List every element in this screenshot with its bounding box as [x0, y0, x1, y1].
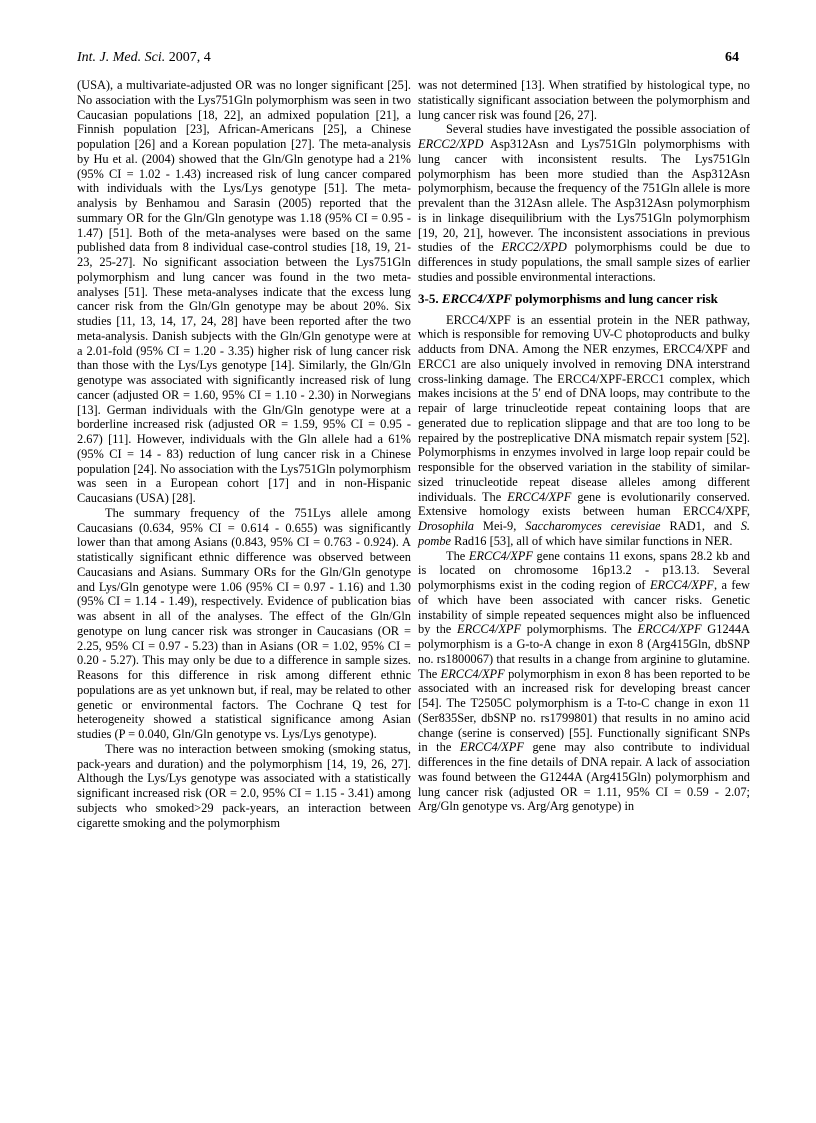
gene-name: ERCC4/XPF — [459, 740, 524, 755]
gene-name: ERCC4/XPF — [507, 489, 572, 504]
gene-name: ERCC4/XPF — [441, 290, 512, 306]
page-number: 64 — [725, 50, 739, 65]
text-run: Mei-9, — [474, 519, 526, 533]
paragraph: The summary frequency of the 751Lys allele among Caucasians (0.634, 95% CI = 0.614 - 0.655) was significantly lower than that among Asians (0.843, 95% CI = 0.763 - 0.924). A statistically significant ethnic difference was observed between Caucasians and Asians. Summary ORs for the Gln/Gln genotype and Lys/Gln genotype were 1.06 (95% CI = 0.97 - 1.16) and 1.30 (95% CI = 1.14 - 1.49), respectively. Evidence of publication bias was absent in all of the analyses. The effect of the Gln/Gln genotype on lung cancer risk was stronger in Caucasians (OR = 2.25, 95% CI = 0.97 - 5.23) than in Asians (OR = 1.02, 95% CI = 0.20 - 5.27). This may only be due to a difference in sample sizes. Reasons for this difference in risk among different ethnic populations are as yet unknown but, if real, may be related to other genetic or environmental factors. The Cochrane Q test for heterogeneity showed a statistical significance among Asian studies (P = 0.040, Gln/Gln genotype vs. Lys/Lys genotype). — [77, 505, 411, 741]
gene-name: ERCC4/XPF — [440, 666, 505, 681]
section-title: polymorphisms and lung cancer risk — [511, 290, 718, 306]
text-run: Rad16 [53], all of which have similar functions in NER. — [451, 533, 733, 548]
text-run: gene contains 11 exons, spans 28.2 kb and is located on chromosome 16p13.2 - p13.13. Several polymorphisms exist in the coding region of — [418, 548, 750, 592]
journal-year-volume: 2007, 4 — [165, 50, 211, 65]
text-run: G1244A polymorphism is a G-to-A change in exon 8 (Arg415Gln, dbSNP no. rs1800067) that results in a change from arginine to glutamine. The — [418, 622, 750, 681]
text-run: polymorphisms. The — [521, 622, 638, 637]
text-run: , a few of which have been associated with cancer risks. Genetic instability of simple repeated sequences might also be influenced by the — [418, 578, 750, 637]
text-run: Several studies have investigated the possible association of — [446, 122, 750, 137]
section-heading — [418, 291, 750, 307]
text-run: The — [446, 548, 469, 563]
left-column — [77, 78, 411, 830]
text-run: ERCC4/XPF is an essential protein in the NER pathway, which is responsible for removing UV-C photoproducts and bulky adducts from DNA. Among the NER enzymes, ERCC4/XPF and ERCC1 are also uniquely involved in removing DNA interstrand cross-linking damage. The ERCC4/XPF-ERCC1 complex, which makes incisions at the 5′ end of DNA loops, may contribute to the repair of large trinucleotide repeat containing loops that are generated due to replication slippage and that are too long to be repaired by the postreplicative DNA mismatch repair system [52]. Polymorphisms in enzymes involved in large loop repair could be responsible for the observed variation in the stability of similar-sized trinucleotide repeat disease alleles among different individuals. The — [418, 312, 750, 504]
text-run: gene may also contribute to individual differences in the fine details of DNA repair. A lack of association was found between the G1244A (Arg415Gln) polymorphism and lung cancer risk (adjusted OR = 1.11, 95% CI = 0.59 - 2.07; Arg/Gln genotype vs. Arg/Arg genotype) in — [418, 740, 750, 814]
journal-citation — [77, 50, 211, 66]
gene-name: ERCC4/XPF — [649, 578, 714, 592]
gene-name: ERCC4/XPF — [468, 548, 533, 563]
species-name: Saccharomyces cerevisiae — [525, 519, 661, 533]
gene-name: ERCC2/XPD — [501, 240, 567, 255]
section-number: 3-5. — [418, 290, 442, 306]
text-run: RAD1, and — [660, 519, 741, 533]
gene-name: ERCC4/XPF — [637, 622, 702, 637]
paragraph — [418, 313, 750, 549]
gene-name: ERCC4/XPF — [457, 622, 522, 637]
paragraph — [418, 549, 750, 815]
paragraph: There was no interaction between smoking (smoking status, pack-years and duration) and the polymorphism [14, 19, 26, 27]. Although the Lys/Lys genotype was associated with a statistically significant increased risk (OR = 2.0, 95% CI = 1.15 - 3.41) among subjects who smoked>29 pack-years, an interaction between cigarette smoking and the polymorphism — [77, 741, 411, 830]
text-run: Asp312Asn and Lys751Gln polymorphisms with lung cancer with inconsistent results. The Lys751Gln polymorphism has been more studied than the Asp312Asn polymorphism, because the frequency of the 751Gln allele is more prevalent than the 312Asn allele. The Asp312Asn polymorphism is in linkage disequilibrium with the Lys751Gln polymorphism [19, 20, 21], however. The inconsistent associations in previous studies of the — [418, 137, 750, 255]
text-run: polymorphisms could be due to differences in study populations, the small sample sizes of earlier studies and possible environmental interactions. — [418, 240, 751, 284]
running-header — [77, 50, 739, 70]
paragraph — [418, 122, 750, 284]
paragraph: was not determined [13]. When stratified by histological type, no statistically significant association between the polymorphism and lung cancer risk was found [26, 27]. — [418, 78, 750, 122]
journal-name: Int. J. Med. Sci. — [77, 50, 166, 65]
paragraph: (USA), a multivariate-adjusted OR was no longer significant [25]. No association with the Lys751Gln polymorphism was seen in two Caucasian populations [18, 22], an admixed population [21], a Finnish population [23], African-Americans [25], a Chinese population [26] and a Korean population [27]. The meta-analysis by Hu et al. (2004) showed that the Gln/Gln genotype had a 21% (95% CI = 1.02 - 1.43) increased risk of lung cancer compared with individuals with the Lys/Lys genotype [51]. The meta-analysis by Benhamou and Sarasin (2005) reported that the summary OR for the Gln/Gln genotype was 1.18 (95% CI = 0.95 - 1.47) [51]. Both of the meta-analyses were based on the same published data from 8 individual case-control studies [18, 19, 21-23, 25-27]. No significant association between the Lys751Gln polymorphism and lung cancer was found in the two meta-analyses [51]. These meta-analyses indicate that the excess lung cancer risk from the Gln/Gln genotype may be about 20%. Six studies [11, 13, 14, 17, 24, 28] have been reported after the two meta-analysis. Danish subjects with the Gln/Gln genotype were at a 2.01-fold (95% CI = 1.20 - 3.35) higher risk of lung cancer risk than those with the Lys/Lys genotype [14]. Similarly, the Gln/Gln genotype was associated with significantly increased risk of lung cancer (adjusted OR = 1.60, 95% CI = 1.10 - 2.30) in Norwegians [13]. German individuals with the Gln/Gln genotype were at a borderline increased risk (adjusted OR = 1.59, 95% CI = 0.95 - 2.67) [11]. However, individuals with the Gln allele had a 61% (95% CI = 14 - 83) reduction of lung cancer risk in a Chinese population [24]. No association with the Lys751Gln polymorphism was seen in a European cohort [17] and in non-Hispanic Caucasians (USA) [28]. — [77, 78, 411, 505]
gene-name: ERCC2/XPD — [418, 137, 484, 151]
right-column — [418, 78, 750, 814]
text-run: gene is evolutionarily conserved. Extensive homology exists between human ERCC4/XPF, — [418, 489, 750, 519]
text-run: polymorphism in exon 8 has been reported to be associated with an increased risk for developing breast cancer [54]. The T2505C polymorphism is a T-to-C change in exon 11 (Ser835Ser, dbSNP no. rs1799801) that results in no amino acid change (serine is conserved) [55]. Functionally significant SNPs in the — [418, 666, 750, 755]
species-name: S. pombe — [418, 519, 751, 548]
species-name: Drosophila — [418, 519, 474, 533]
